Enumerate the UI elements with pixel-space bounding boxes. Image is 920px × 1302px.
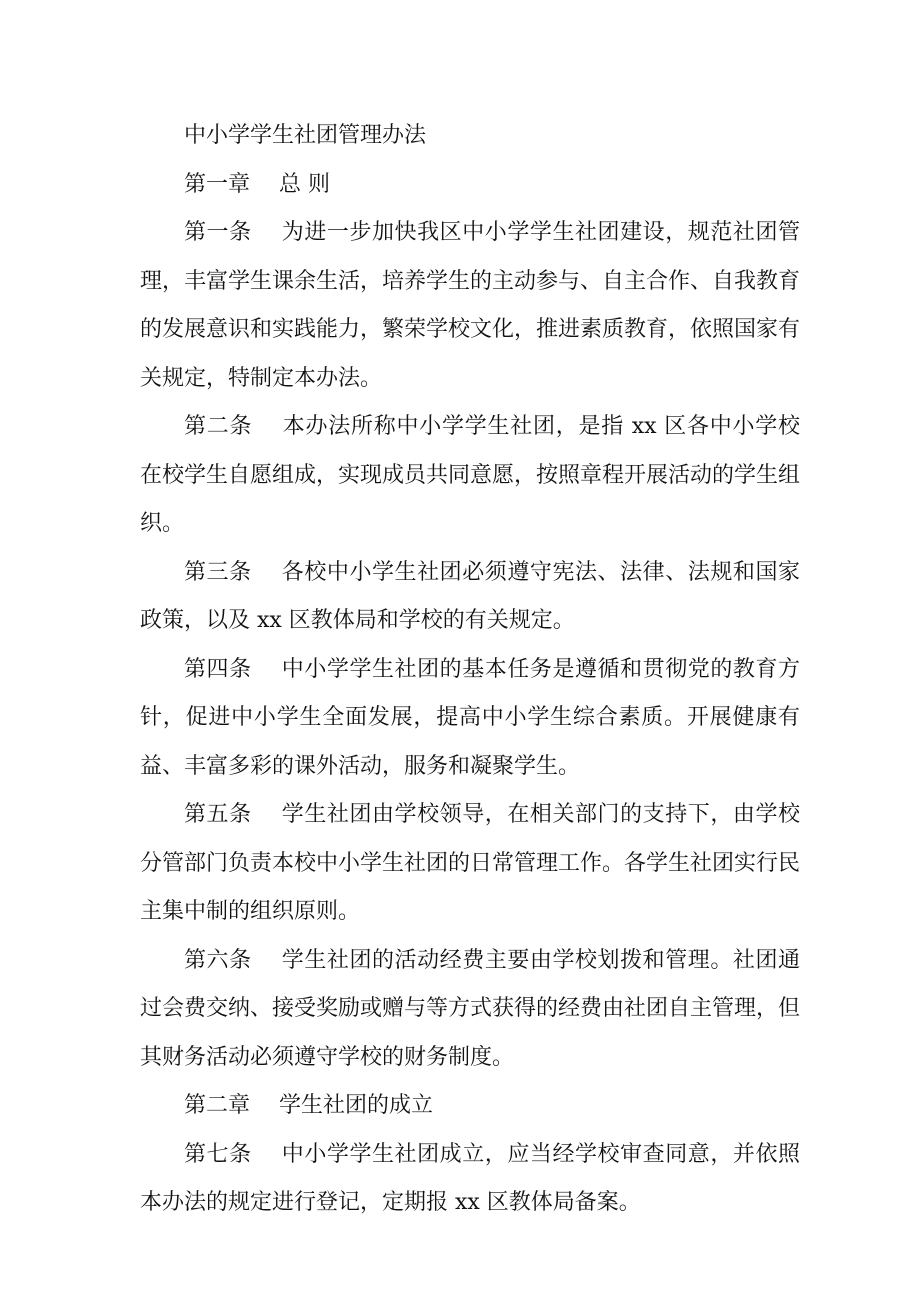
document-title: 中小学学生社团管理办法 xyxy=(184,123,427,148)
article-4: 第四条 中小学学生社团的基本任务是遵循和贯彻党的教育方针，促进中小学生全面发展，提高中小学生综合素质。开展健康有益、丰富多彩的课外活动，服务和凝聚学生。 xyxy=(140,656,800,779)
article-2: 第二条 本办法所称中小学学生社团，是指 xx 区各中小学校在校学生自愿组成，实现成员共同意愿，按照章程开展活动的学生组织。 xyxy=(140,414,801,536)
article-7: 第七条 中小学学生社团成立，应当经学校审查同意，并依照本办法的规定进行登记，定期报 xx 区教体局备案。 xyxy=(140,1141,800,1215)
article-3: 第三条 各校中小学生社团必须遵守宪法、法律、法规和国家政策，以及 xx 区教体局和学校的有关规定。 xyxy=(140,559,800,633)
document-body xyxy=(140,112,800,1228)
article-5: 第五条 学生社团由学校领导，在相关部门的支持下，由学校分管部门负责本校中小学生社团的日常管理工作。各学生社团实行民主集中制的组织原则。 xyxy=(140,802,801,924)
article-1: 第一条 为进一步加快我区中小学学生社团建设，规范社团管理，丰富学生课余生活，培养学生的主动参与、自主合作、自我教育的发展意识和实践能力，繁荣学校文化，推进素质教育，依照国家有关规定，特制定本办法。 xyxy=(140,220,801,391)
chapter-2-heading: 第二章 学生社团的成立 xyxy=(184,1093,433,1118)
chapter-1-heading: 第一章 总 则 xyxy=(184,171,330,197)
article-6: 第六条 学生社团的活动经费主要由学校划拨和管理。社团通过会费交纳、接受奖励或赠与等方式获得的经费由社团自主管理，但其财务活动必须遵守学校的财务制度。 xyxy=(140,947,801,1070)
